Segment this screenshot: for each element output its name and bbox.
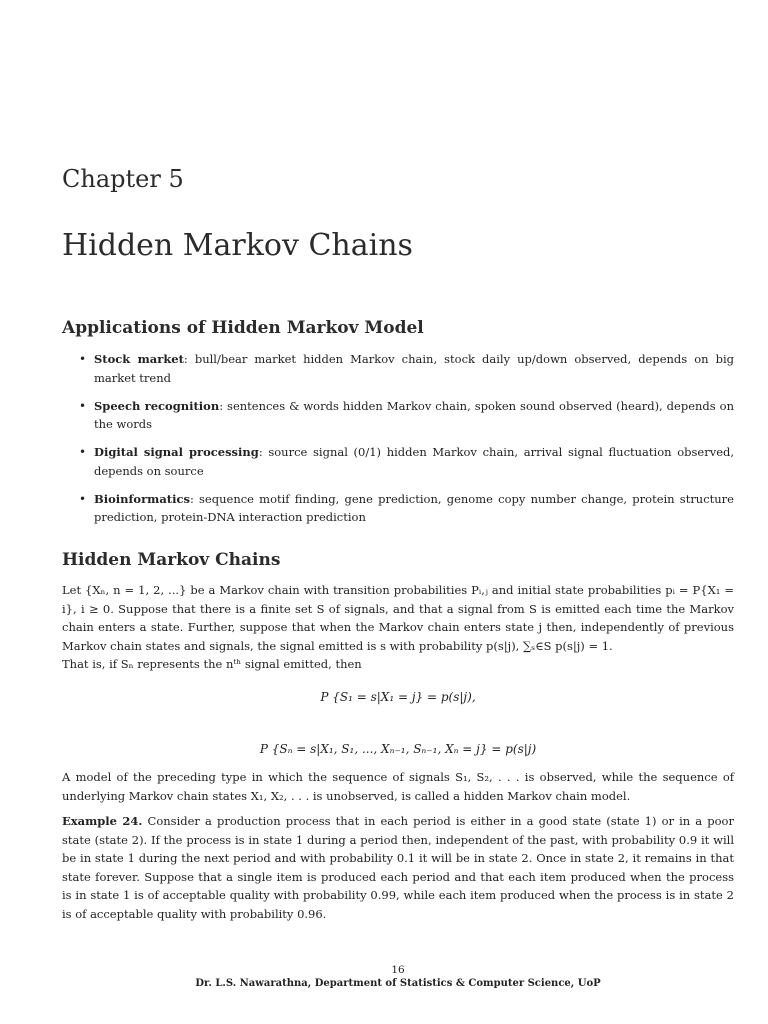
- section-heading-hidden-markov-chains: Hidden Markov Chains: [62, 550, 281, 570]
- page-number: 16: [391, 964, 405, 976]
- list-item: [62, 490, 734, 527]
- paragraph-model: A model of the preceding type in which the sequence of signals S₁, S₂, . . . is observed, while the sequence of underlying Markov chain states X₁, X₂, . . . is unobserved, is called a hidden Markov chain model.: [62, 770, 734, 803]
- list-item-term: Digital signal processing: [94, 445, 259, 459]
- list-item: [62, 350, 734, 387]
- list-item-term: Bioinformatics: [94, 491, 190, 506]
- section-heading-applications: Applications of Hidden Markov Model: [62, 318, 424, 338]
- list-item-term: Speech recognition: [94, 398, 220, 413]
- chapter-label: Chapter 5: [62, 165, 184, 193]
- list-item-term: Stock market: [94, 352, 184, 366]
- list-item-text: : bull/bear market hidden Markov chain, stock daily up/down observed, depends on big market trend: [94, 352, 734, 385]
- paragraph-definition: Let {Xₙ, n = 1, 2, ...} be a Markov chain with transition probabilities Pᵢ,ⱼ and initial state probabilities pᵢ = P{X₁ = i}, i ≥ 0. Suppose that there is a finite set S of signals, and that a signal from S is emitted each time the Markov chain enters a state. Further, suppose that when the Markov chain enters state j then, independently of previous Markov chain states and signals, the signal emitted is s with probability p(s|j), ∑ₛ∈S p(s|j) = 1.: [62, 583, 734, 653]
- hmc-model-paragraph: [62, 768, 734, 805]
- footer-author: Dr. L.S. Nawarathna, Department of Statistics & Computer Science, UoP: [195, 978, 601, 989]
- example-paragraph: [62, 812, 734, 923]
- list-item-text: : sentences & words hidden Markov chain, spoken sound observed (heard), depends on the words: [94, 398, 734, 431]
- list-item: [62, 397, 734, 434]
- applications-list: [62, 350, 734, 536]
- list-item-text: : source signal (0/1) hidden Markov chain, arrival signal fluctuation observed, depends on source: [94, 445, 735, 478]
- equation-2: P {Sₙ = s|X₁, S₁, ..., Xₙ₋₁, Sₙ₋₁, Xₙ = j} = p(s|j): [259, 742, 537, 756]
- example-block: [62, 812, 734, 923]
- hmc-body: [62, 581, 734, 674]
- example-text: Consider a production process that in each period is either in a good state (state 1) or in a poor state (state 2). If the process is in state 1 during a period then, independent of the past, with probability 0.9 it will be in state 1 during the next period and with probability 0.1 it will be in state 2. Once in state 2, it remains in that state forever. Suppose that a single item is produced each period and that each item produced when the process is in state 1 is of acceptable quality with probability 0.99, while each item produced when the process is in state 2 is of acceptable quality with probability 0.96.: [62, 814, 734, 921]
- paragraph-signal: That is, if Sₙ represents the nᵗʰ signal emitted, then: [62, 657, 362, 671]
- list-item-text: : sequence motif finding, gene prediction, genome copy number change, protein structure prediction, protein-DNA interaction prediction: [94, 491, 734, 524]
- list-item: [62, 443, 734, 480]
- equation-1: P {S₁ = s|X₁ = j} = p(s|j),: [320, 690, 476, 704]
- chapter-title: Hidden Markov Chains: [62, 228, 413, 263]
- example-label: Example 24.: [62, 814, 143, 828]
